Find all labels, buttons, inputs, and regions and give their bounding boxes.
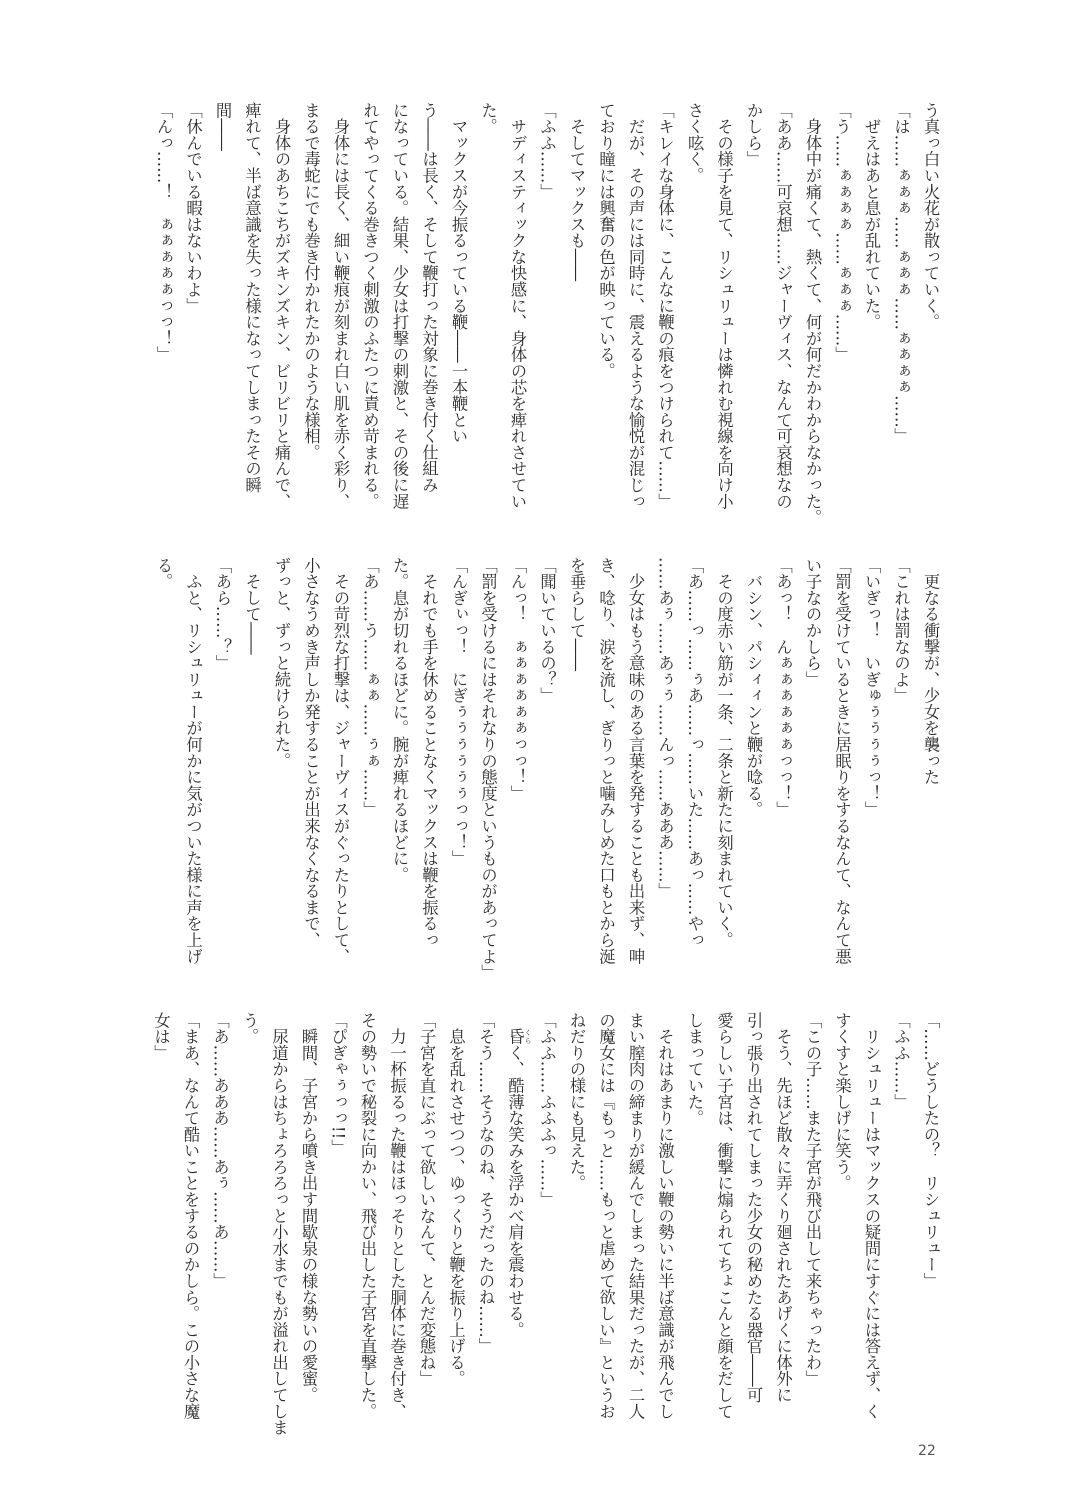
text-line: 「この子……また子宮が飛び出して来ちゃったわ」: [803, 1012, 822, 1387]
text-line: 「あ……あああ……あぅ……あ……」: [210, 1012, 230, 1289]
text-line: サディスティックな快感に、身体の芯を痺れさせてい: [508, 102, 527, 510]
text-line: 「んっ！ ぁぁぁぁぁぁっっ！」: [508, 557, 527, 802]
text-line: の魔女には『もっと……もっと虐めて欲しい』というお: [596, 1012, 616, 1420]
text-line: れてやってくる巻きつく刺激のふたつに責め苛まれる。: [360, 102, 380, 510]
text-line: リシュリューはマックスの疑問にすぐには答えず、く: [862, 1012, 881, 1420]
text-line: ねだりの様にも見えた。: [567, 1012, 586, 1192]
text-line: すくすと楽しげに笑う。: [832, 1012, 852, 1192]
text-line: かしら」: [744, 102, 763, 168]
text-line: い子なのかしら」: [803, 557, 822, 688]
text-line: 「ぴぎゃぅっっ!!」: [328, 1012, 348, 1156]
text-line: 更なる衝撃が、少女を襲った: [921, 557, 940, 786]
text-line: 「まあ、なんて酷いことをするのかしら。この小さな魔: [181, 1012, 200, 1420]
text-line: を垂らして――: [567, 557, 586, 672]
text-line: 女は」: [151, 1012, 171, 1061]
text-segment: く、酷薄な笑みを浮かべ肩を震わせる。: [505, 1044, 525, 1338]
ruby-reading: くら: [524, 1028, 532, 1045]
text-line: る。: [154, 557, 173, 590]
text-line: 力一杯振るった鞭はほっそりとした胴体に巻き付き、: [387, 1012, 407, 1420]
text-line: 「あっ！ んぁぁぁぁぁぁっっ！」: [773, 557, 793, 818]
text-line: 引っ張り出されてしまった少女の秘めたる器官――可: [744, 1012, 763, 1403]
text-line: 「あら……？」: [213, 557, 232, 672]
text-line: さく呟く。: [685, 102, 704, 184]
text-line: その苛烈な打撃は、ジャーヴィスがぐったりとして、: [331, 557, 350, 965]
text-line: 身体のあちこちがズキンズキン、ビリビリと痛んで、: [272, 102, 291, 510]
text-line: 「子宮を直にぶって欲しいなんて、とんだ変態ね」: [417, 1012, 436, 1387]
text-line: それでも手を休めることなくマックスは鞭を振るっ: [419, 557, 439, 948]
text-line: バシン、パシィィンと鞭が唸る。: [744, 557, 763, 818]
text-line: 「そう……そうなのね、そうだったのね……」: [476, 1012, 495, 1355]
text-segment: [506, 1012, 525, 1028]
text-line: マックスが今振るっている鞭――一本鞭とい: [449, 102, 468, 445]
text-line: まるで毒蛇にでも巻き付かれたかのような様相。: [301, 102, 321, 461]
text-line: まい膣肉の締まりが緩んでしまった結果だったが、二人: [626, 1012, 645, 1420]
text-line: 「ああ……可哀想……ジャーヴィス、なんて可哀想なの: [773, 102, 793, 510]
text-line: 瞬間、子宮から噴き出す間歇泉の様な勢いの愛蜜。: [299, 1012, 318, 1403]
text-line: [500, 1012, 532, 1432]
text-line: 「聞いているの？」: [537, 557, 557, 704]
text-line: 「んぎぃっ！ にぎぅぅぅぅぅぅっっ！」: [449, 557, 468, 867]
text-tier-2: [154, 557, 945, 981]
text-line: しまっていた。: [685, 1012, 704, 1127]
text-line: になっている。結果、少女は打撃の刺激と、その後に遅: [390, 102, 409, 510]
text-line: う真っ白い火花が散っていく。: [921, 102, 940, 331]
text-line: ……あぅ……あぅぅ……んっ……あああ……」: [655, 557, 675, 900]
text-tier-3: [151, 1012, 945, 1436]
text-line: 「罰を受けるにはそれなりの態度というものがあってよ」: [478, 557, 498, 981]
text-line: 身体には長く、細い鞭痕が刻まれ白い肌を赤く彩り、: [331, 102, 350, 510]
text-line: ぜえはあと息が乱れていた。: [862, 102, 881, 331]
text-line: 息を乱れさせつつ、ゆっくりと鞭を振り上げる。: [446, 1012, 466, 1387]
text-line: 「ふふ……」: [891, 1012, 911, 1110]
text-line: 「休んでいる暇はないわよ」: [183, 102, 203, 314]
text-line: う。: [240, 1012, 259, 1045]
text-line: そしてマックスも――: [567, 102, 586, 282]
text-line: そう、先ほど散々に弄くり廻されたあげくに体外に: [773, 1012, 793, 1403]
text-line: 「は……ぁぁぁ……ぁぁぁ……ぁぁぁぁ……」: [891, 102, 911, 445]
text-tier-1: [154, 102, 945, 526]
text-line: 「う……ぁぁぁぁ……ぁぁぁ……」: [832, 102, 852, 363]
text-line: 間――: [213, 102, 232, 151]
text-line: 「あ……う……ぁぁ……ぅぁ……」: [360, 557, 380, 818]
text-line: 小さなうめき声しか発することが出来なくなるまで、: [301, 557, 321, 948]
text-line: う――は長く、そして鞭打った対象に巻き付く仕組み: [419, 102, 439, 493]
text-line: 痺れて、半ば意識を失った様になってしまったその瞬: [242, 102, 262, 493]
text-line: 「あ……っ……ぅあ……っ……いた……あっ……やっ: [685, 557, 704, 948]
text-line: 「ふふ……ふふふっ……」: [537, 1012, 557, 1208]
text-line: ふと、リシュリューが何かに気がついた様に声を上げ: [183, 557, 203, 965]
text-line: 「……どうしたの？ リシュリュー」: [921, 1012, 940, 1289]
text-line: 身体中が痛くて、熱くて、何が何だかわからなかった。: [803, 102, 822, 526]
text-line: 「これは罰なのよ」: [891, 557, 911, 704]
page-number: 22: [918, 1443, 936, 1459]
text-line: そして――: [242, 557, 262, 655]
text-line: た。息が切れるほどに。腕が痺れるほどに。: [390, 557, 409, 883]
text-line: 「キレイな身体に、こんなに鞭の痕をつけられて……」: [655, 102, 675, 510]
ruby-base: 昏: [505, 1028, 525, 1045]
text-line: その様子を見て、リシュリューは憐れむ視線を向け小: [714, 102, 734, 510]
text-line: それはあまりに激しい鞭の勢いに半ば意識が飛んでし: [655, 1012, 675, 1420]
text-line: 「いぎっ！ いぎゅぅぅぅぅっ！」: [862, 557, 881, 818]
text-line: だが、その声には同時に、震えるような愉悦が混じっ: [626, 102, 645, 510]
text-line: 少女はもう意味のある言葉を発することも出来ず、呻: [626, 557, 645, 965]
ruby-annotation: [505, 1028, 532, 1045]
text-line: た。: [478, 102, 498, 135]
text-line: 「罰を受けているときに居眠りをするなんて、なんて悪: [832, 557, 852, 965]
text-line: 尿道からはちょろろろっと小水までもが溢れ出してしま: [269, 1012, 289, 1436]
text-line: 「んっ……！ ぁぁぁぁぁっっ！」: [154, 102, 173, 363]
text-line: その勢いで秘裂に向かい、飛び出した子宮を直撃した。: [358, 1012, 377, 1420]
text-line: 愛らしい子宮は、衝撃に煽られてちょこんと顔をだして: [714, 1012, 734, 1420]
text-line: ずっと、ずっと続けられた。: [272, 557, 291, 769]
text-line: 「ふふ……」: [537, 102, 557, 200]
text-line: ており瞳には興奮の色が映っている。: [596, 102, 616, 379]
text-line: その度赤い筋が一条、二条と新たに刻まれていく。: [714, 557, 734, 948]
text-line: き、唸り、涙を流し、ぎりっと噛みしめた口もとから涎: [596, 557, 616, 965]
